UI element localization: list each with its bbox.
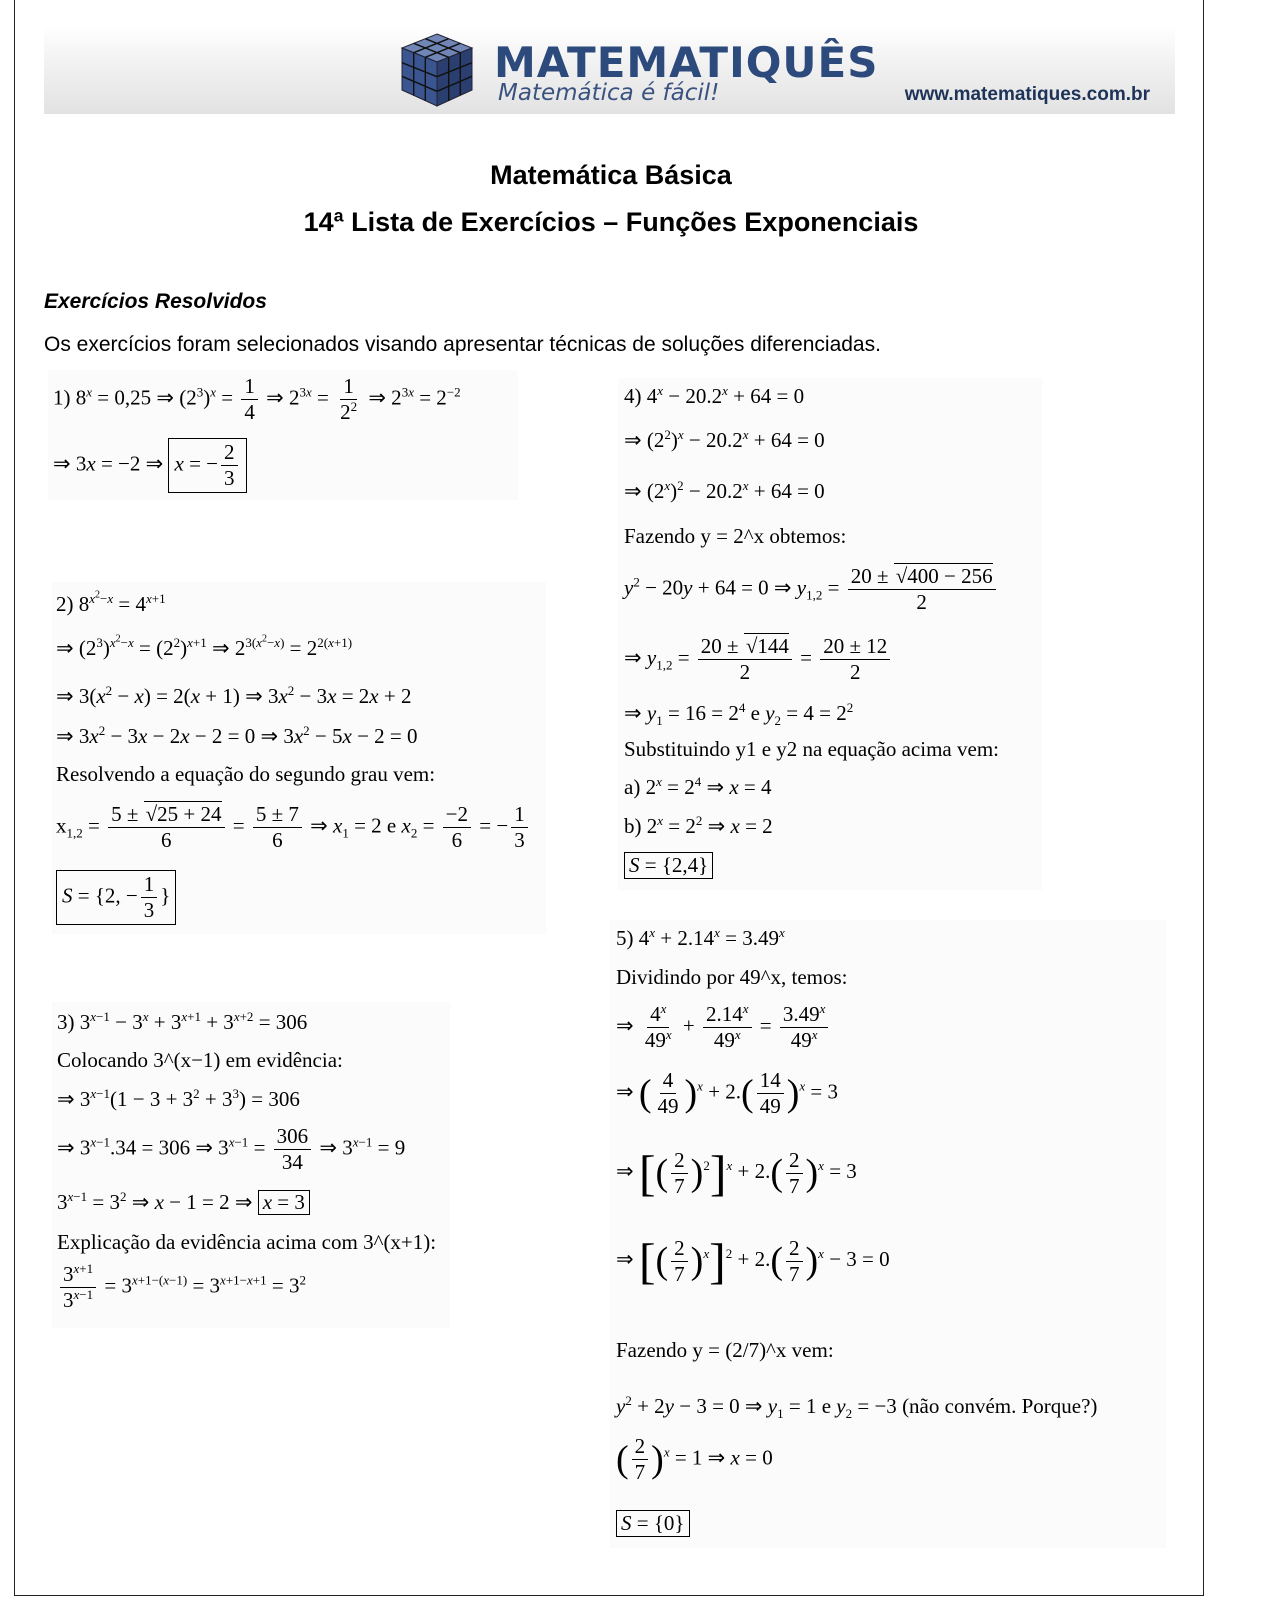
exercise-2-text: Resolvendo a equação do segundo grau vem: [56,762,436,786]
exercise-3: 3) $3^{x-1} - 3^x + 3^{x+1} + 3^{x+2} = 306$ Colocando 3^(x−1) em evidência: ⇒ $3^{x-1}(1 - 3 + 3^2 + 3^3) = 306$ ⇒ $3^{x-1}.34 = 306$ ⇒ $3^{x-1}$ = $\frac{306}{34}$ ⇒ $3^{x-1} = 9$ $3^{x-1} = 3^2$ ⇒ x − 1 = 2 ⇒ x = 3 Explicação da evidência acima com 3^(x+1): $\frac{3^{x+1}}{3^{x-1}}$ = $3^{x+1-(x-1)} = 3^{x+1-x+1} = 3^2$ [52,1002,450,1328]
exercise-1: 1) $8^x = 0,25$ ⇒ $(2^3)^x$ = $\frac{1}{4}$ ⇒ $2^{3x}$ = $\frac{1}{2^2}$ ⇒ $2^{3x} = 2^{-2}$ ⇒ 3x = −2 ⇒ x = − $\frac{2}{3}$ [48,370,518,500]
intro-text: Os exercícios foram selecionados visando apresentar técnicas de soluções diferenciadas. [44,333,881,356]
exercise-4: 4) $4^x - 20.2^x + 64 = 0$ ⇒ $(2^2)^x - 20.2^x + 64 = 0$ ⇒ $(2^x)^2 - 20.2^x + 64 = 0$ Fazendo y = 2^x obtemos: $y^2 - 20y + 64 = 0$ ⇒ $y_{1,2}$ = $\frac{20 \pm √400 - 256}{2}$ ⇒ $y_{1,2}$ = $\frac{20 \pm √144}{2}$ = $\frac{20 \pm 12}{2}$ ⇒ $y_1 = 16 = 2^4$ e $y_2 = 4 = 2^2$ Substituindo y1 e y2 na equação acima vem: a) $2^x = 2^4$ ⇒ x = 4 b) $2^x = 2^2$ ⇒ x = 2 S = {2,4} [618,378,1042,890]
exercise-5-text-1: Dividindo por 49^x, temos: [616,965,848,989]
exercise-3-text-2: Explicação da evidência acima com 3^(x+1): [57,1230,437,1254]
rubik-cube-icon [400,32,474,108]
brand-name: MATEMATIQUÊS [494,38,879,87]
exercise-5: 5) $4^x + 2.14^x = 3.49^x$ Dividindo por 49^x, temos: ⇒ $\frac{4^x}{49^x}$ + $\frac{2.14^x}{49^x}$ = $\frac{3.49^x}{49^x}$ ⇒ ( $\frac{4}{49}$ )$^x$ + 2.( $\frac{14}{49}$ )$^x$ = 3 ⇒ [( $\frac{2}{7}$ )$^2$]$^x$ + 2.( $\frac{2}{7}$ )$^x$ = 3 ⇒ [( $\frac{2}{7}$ )$^x$]$^2$ + 2.( $\frac{2}{7}$ )$^x$ − 3 = 0 Fazendo y = (2/7)^x vem: $y^2 + 2y - 3 = 0$ ⇒ $y_1 = 1$ e $y_2 = -3$ (não convém. Porque?) ( $\frac{2}{7}$ )$^x$ = 1 ⇒ x = 0 S = {0} [610,920,1166,1548]
exercise-5-note: (não convém. Porque?) [902,1394,1098,1418]
exercise-2: 2) $8^{x^2-x} = 4^{x+1}$ ⇒ $(2^3)^{x^2-x} = (2^2)^{x+1}$ ⇒ $2^{3(x^2-x)} = 2^{2(x+1)}$ ⇒ $3(x^2 - x) = 2(x + 1)$ ⇒ $3x^2 - 3x = 2x + 2$ ⇒ $3x^2 - 3x - 2x - 2 = 0$ ⇒ $3x^2 - 5x - 2 = 0$ Resolvendo a equação do segundo grau vem: $x_{1,2}$ = $\frac{5 \pm √25 + 24}{6}$ = $\frac{5 \pm 7}{6}$ ⇒ $x_1 = 2$ e $x_2$ = $\frac{-2}{6}$ = − $\frac{1}{3}$ S = {2, − $\frac{1}{3}$ } [52,582,546,934]
site-url[interactable]: www.matematiques.com.br [904,84,1150,105]
brand-slogan: Matemática é fácil! [498,80,720,106]
page-subtitle: 14ª Lista de Exercícios – Funções Exponenciais [303,207,919,237]
page-title: Matemática Básica [490,160,732,190]
exercise-3-text-1: Colocando 3^(x−1) em evidência: [57,1048,343,1072]
section-heading: Exercícios Resolvidos [44,290,267,313]
exercise-4-text-2: Substituindo y1 e y2 na equação acima vem: [624,737,999,761]
exercise-4-text-1: Fazendo y = 2^x obtemos: [624,524,847,548]
exercise-5-text-2: Fazendo y = (2/7)^x vem: [616,1338,834,1362]
